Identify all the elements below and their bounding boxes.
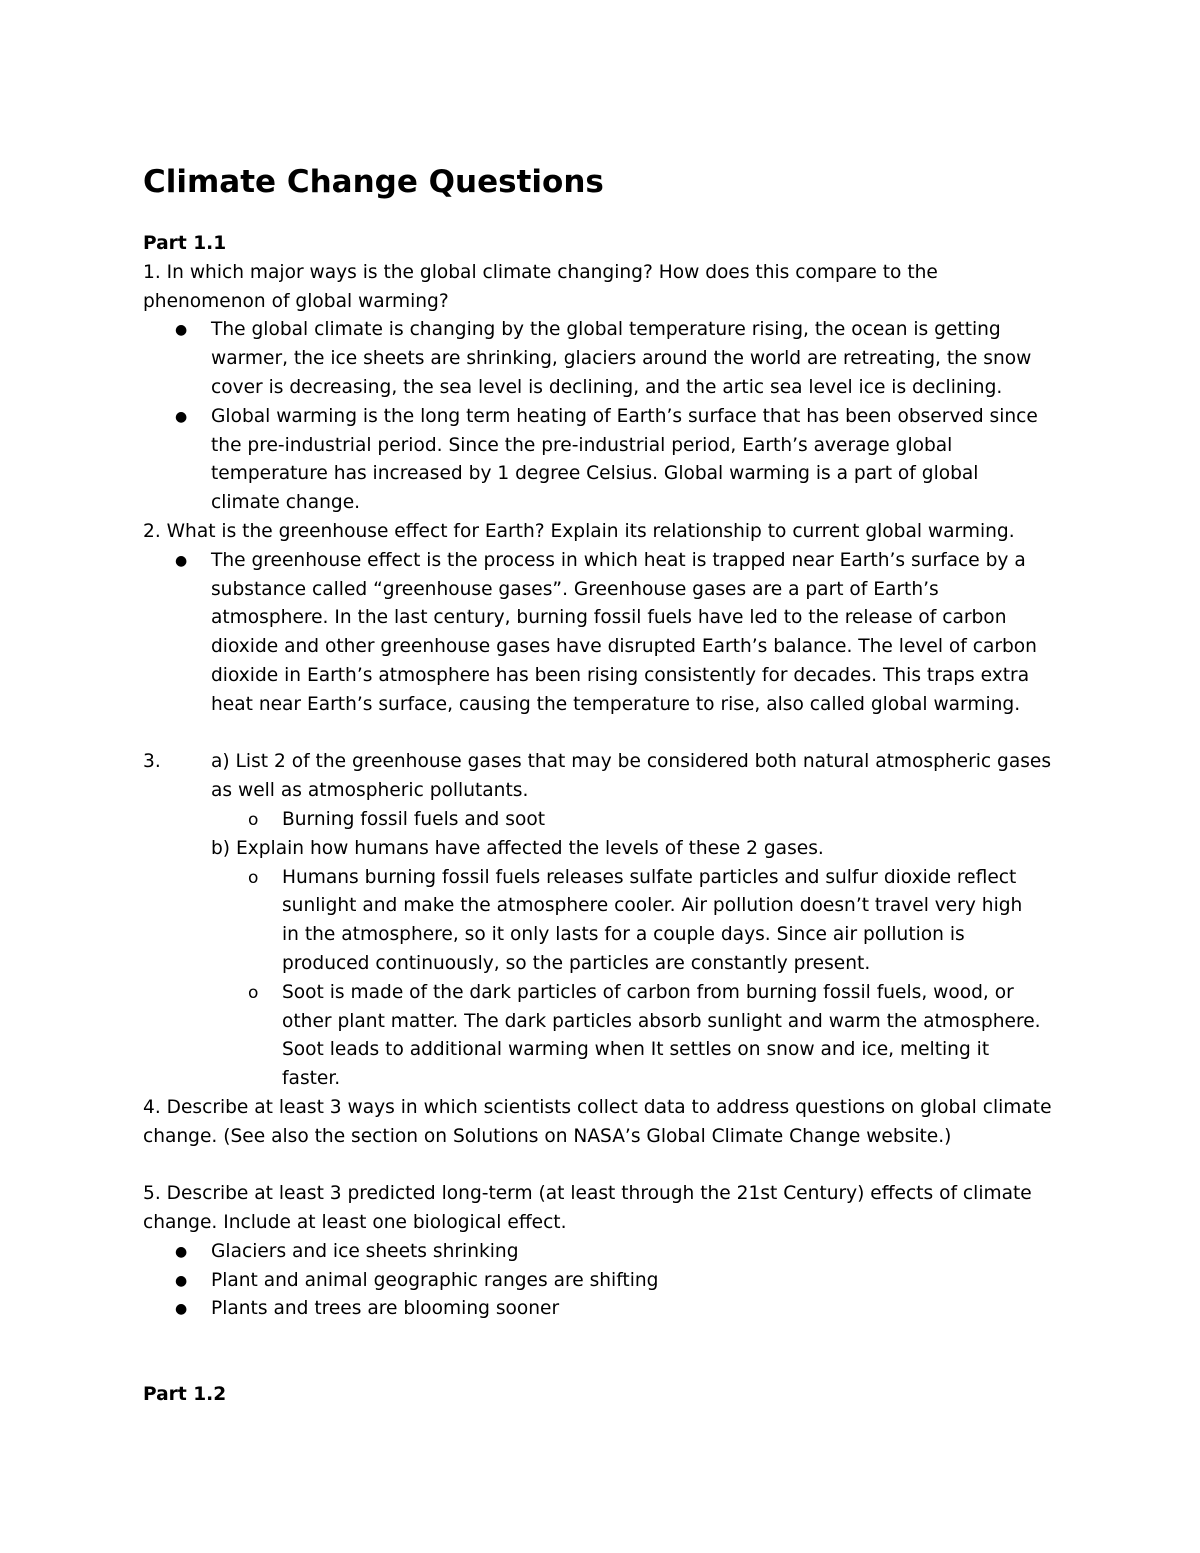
question-5-answers (143, 1238, 1063, 1324)
question-1-line-2: phenomenon of global warming? (143, 290, 449, 312)
answer-line: dioxide in Earth’s atmosphere has been rising consistently for decades. This traps extra (211, 664, 1030, 686)
answer-line: climate change. (211, 492, 361, 514)
question-3a-line-2: as well as atmospheric pollutants. (211, 780, 529, 802)
answer-line: in the atmosphere, so it only lasts for a couple days. Since air pollution is (282, 924, 965, 946)
question-1-line-1: 1. In which major ways is the global climate changing? How does this compare to the (143, 261, 938, 283)
answer-line: atmosphere. In the last century, burning fossil fuels have led to the release of carbon (211, 607, 1007, 629)
circle-bullet-icon: o (248, 809, 259, 830)
answer-line: temperature has increased by 1 degree Celsius. Global warming is a part of global (211, 463, 979, 485)
answer-line: the pre-industrial period. Since the pre-industrial period, Earth’s average global (211, 434, 953, 456)
answer-line: Glaciers and ice sheets shrinking (211, 1240, 519, 1262)
answer-sub-bullet (248, 979, 1063, 1094)
answer-line: Soot is made of the dark particles of carbon from burning fossil fuels, wood, or (282, 981, 1014, 1003)
bullet-icon: ● (175, 1243, 188, 1260)
answer-line: produced continuously, so the particles are constantly present. (282, 952, 871, 974)
answer-line: The greenhouse effect is the process in which heat is trapped near Earth’s surface by a (211, 549, 1026, 571)
question-4-line-1: 4. Describe at least 3 ways in which scientists collect data to address questions on global climate (143, 1096, 1052, 1118)
answer-bullet (175, 1295, 1063, 1324)
answer-line: cover is decreasing, the sea level is declining, and the artic sea level ice is declining. (211, 376, 1003, 398)
question-2-answers (143, 547, 1063, 720)
blank-lines (143, 1324, 1063, 1381)
question-3-number: 3. (143, 751, 161, 773)
question-2-line: 2. What is the greenhouse effect for Earth? Explain its relationship to current global warming. (143, 520, 1015, 542)
answer-bullet (175, 316, 1063, 402)
blank-line (143, 1152, 1063, 1181)
section-heading-part-1-2: Part 1.2 (143, 1384, 227, 1406)
answer-line: The global climate is changing by the global temperature rising, the ocean is getting (211, 319, 1001, 341)
question-5-line-1: 5. Describe at least 3 predicted long-term (at least through the 21st Century) effects of climate (143, 1183, 1032, 1205)
question-3b-answers (211, 864, 1063, 1094)
answer-line: dioxide and other greenhouse gases have disrupted Earth’s balance. The level of carbon (211, 636, 1037, 658)
circle-bullet-icon: o (248, 867, 259, 888)
question-3b-line: b) Explain how humans have affected the levels of these 2 gases. (211, 837, 824, 859)
bullet-icon: ● (175, 1272, 188, 1289)
answer-line: faster. (282, 1068, 341, 1090)
question-5-line-2: change. Include at least one biological effect. (143, 1212, 567, 1234)
question-3 (143, 748, 1063, 1094)
answer-line: warmer, the ice sheets are shrinking, glaciers around the world are retreating, the snow (211, 348, 1032, 370)
answer-line: Humans burning fossil fuels releases sulfate particles and sulfur dioxide reflect (282, 866, 1017, 888)
answer-bullet (175, 1238, 1063, 1267)
answer-line: heat near Earth’s surface, causing the temperature to rise, also called global warming. (211, 693, 1021, 715)
answer-bullet (175, 1267, 1063, 1296)
answer-line: sunlight and make the atmosphere cooler. Air pollution doesn’t travel very high (282, 895, 1023, 917)
answer-line: Burning fossil fuels and soot (282, 808, 545, 830)
answer-sub-bullet (248, 806, 1063, 835)
blank-line (143, 720, 1063, 749)
answer-line: Soot leads to additional warming when It settles on snow and ice, melting it (282, 1039, 990, 1061)
question-1-answers (143, 316, 1063, 518)
answer-line: Plants and trees are blooming sooner (211, 1298, 560, 1320)
answer-line: other plant matter. The dark particles absorb sunlight and warm the atmosphere. (282, 1010, 1041, 1032)
answer-line: Global warming is the long term heating of Earth’s surface that has been observed since (211, 405, 1038, 427)
answer-bullet (175, 403, 1063, 518)
question-3a-answers (211, 806, 1063, 835)
answer-line: substance called “greenhouse gases”. Greenhouse gases are a part of Earth’s (211, 578, 939, 600)
bullet-icon: ● (175, 322, 188, 339)
circle-bullet-icon: o (248, 982, 259, 1003)
answer-sub-bullet (248, 864, 1063, 979)
section-heading-part-1-1: Part 1.1 (143, 233, 227, 254)
question-3a-line-1: a) List 2 of the greenhouse gases that may be considered both natural atmospheric gases (211, 751, 1052, 773)
document-body (143, 230, 1063, 1410)
answer-bullet (175, 547, 1063, 720)
bullet-icon: ● (175, 1301, 188, 1318)
bullet-icon: ● (175, 408, 188, 425)
question-4-line-2: change. (See also the section on Solutions on NASA’s Global Climate Change website.) (143, 1125, 952, 1147)
bullet-icon: ● (175, 552, 188, 569)
document-title: Climate Change Questions (143, 164, 604, 200)
answer-line: Plant and animal geographic ranges are shifting (211, 1269, 659, 1291)
